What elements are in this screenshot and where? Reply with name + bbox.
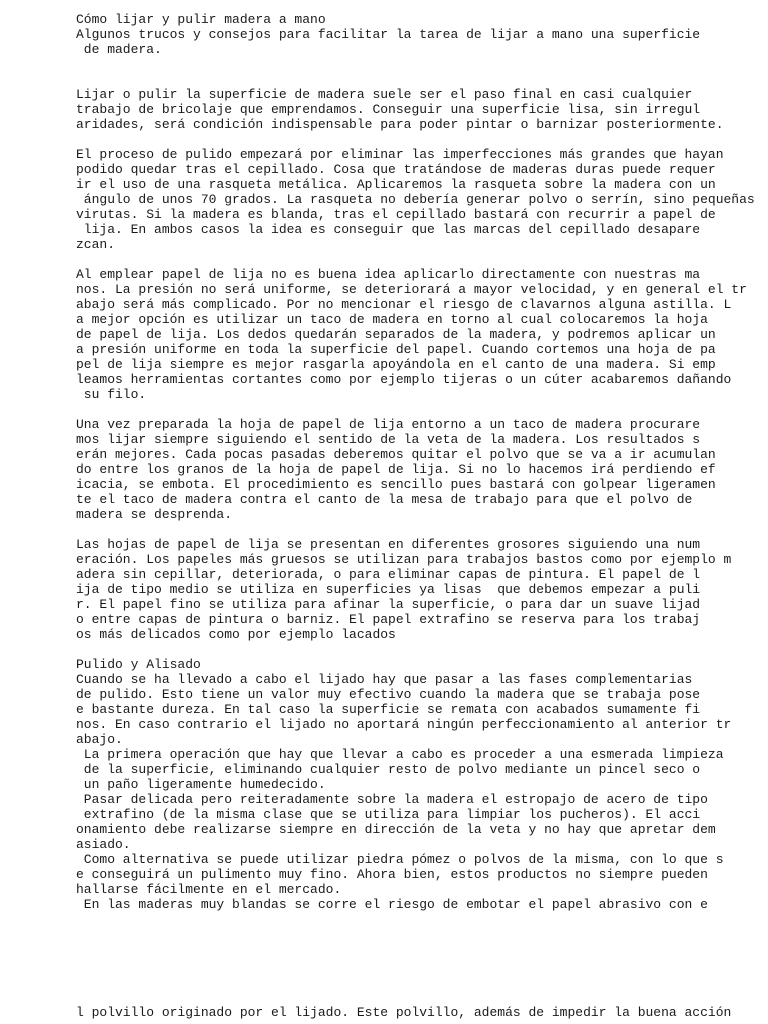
bottom-text-line: l polvillo originado por el lijado. Este polvillo, además de impedir la buena acción — [76, 1005, 732, 1020]
subtitle-line: Algunos trucos y consejos para facilitar la tarea de lijar a mano una superficie — [76, 27, 701, 42]
paragraph-line: onamiento debe realizarse siempre en dirección de la veta y no hay que apretar dem — [76, 822, 716, 837]
paragraph-line: En las maderas muy blandas se corre el riesgo de embotar el papel abrasivo con e — [76, 897, 708, 912]
paragraph-line: hallarse fácilmente en el mercado. — [76, 882, 342, 897]
paragraph-p3 — [76, 267, 747, 402]
paragraph-line: Pulido y Alisado — [76, 657, 201, 672]
paragraph-p4 — [76, 417, 736, 522]
paragraph-line: a presión uniforme en toda la superficie del papel. Cuando cortemos una hoja de pa — [76, 342, 716, 357]
paragraph-line: madera se desprenda. — [76, 507, 233, 522]
paragraph-line: un paño ligeramente humedecido. — [76, 777, 326, 792]
paragraph-line: Cuando se ha llevado a cabo el lijado hay que pasar a las fases complementarias — [76, 672, 693, 687]
paragraph-line: e bastante dureza. En tal caso la superficie se remata con acabados sumamente fi — [76, 702, 701, 717]
paragraph-line: Pasar delicada pero reiteradamente sobre la madera el estropajo de acero de tipo — [76, 792, 708, 807]
subtitle-line: de madera. — [76, 42, 162, 57]
paragraph-line: os más delicados como por ejemplo lacados — [76, 627, 396, 642]
paragraph-line: te el taco de madera contra el canto de la mesa de trabajo para que el polvo de — [76, 492, 693, 507]
paragraph-line: extrafino (de la misma clase que se utiliza para limpiar los pucheros). El acci — [76, 807, 701, 822]
paragraph-line: aridades, será condición indispensable para poder pintar o barnizar posteriormente. — [76, 117, 724, 132]
paragraph-line: La primera operación que hay que llevar a cabo es proceder a una esmerada limpieza — [76, 747, 724, 762]
paragraph-line: nos. La presión no será uniforme, se deteriorará a mayor velocidad, y en general el tr — [76, 282, 747, 297]
paragraph-line: erán mejores. Cada pocas pasadas deberemos quitar el polvo que se va a ir acumulan — [76, 447, 716, 462]
document-title: Cómo lijar y pulir madera a mano — [76, 12, 326, 27]
subtitle — [76, 27, 736, 57]
paragraph-line: de la superficie, eliminando cualquier resto de polvo mediante un pincel seco o — [76, 762, 701, 777]
paragraph-line: Como alternativa se puede utilizar piedra pómez o polvos de la misma, con lo que s — [76, 852, 724, 867]
paragraph-line: virutas. Si la madera es blanda, tras el cepillado bastará con recurrir a papel de — [76, 207, 716, 222]
paragraph-line: abajo será más complicado. Por no mencionar el riesgo de clavarnos alguna astilla. L — [76, 297, 732, 312]
paragraph-line: zcan. — [76, 237, 116, 252]
paragraph-line: a mejor opción es utilizar un taco de madera en torno al cual colocaremos la hoja — [76, 312, 708, 327]
paragraph-p1 — [76, 87, 736, 132]
paragraph-line: e conseguirá un pulimento muy fino. Ahora bien, estos productos no siempre pueden — [76, 867, 708, 882]
paragraph-gap — [76, 642, 736, 657]
paragraph-line: trabajo de bricolaje que emprendamos. Conseguir una superficie lisa, sin irregul — [76, 102, 701, 117]
paragraph-line: Una vez preparada la hoja de papel de lija entorno a un taco de madera procurare — [76, 417, 701, 432]
paragraph-line: Al emplear papel de lija no es buena idea aplicarlo directamente con nuestras ma — [76, 267, 701, 282]
paragraph-p6 — [76, 657, 736, 912]
paragraph-line: El proceso de pulido empezará por eliminar las imperfecciones más grandes que hayan — [76, 147, 724, 162]
paragraph-p2 — [76, 147, 755, 252]
paragraph-line: ángulo de unos 70 grados. La rasqueta no debería generar polvo o serrín, sino pequeñas — [76, 192, 755, 207]
paragraph-line: o entre capas de pintura o barniz. El papel extrafino se reserva para los trabaj — [76, 612, 701, 627]
document-page — [76, 12, 755, 912]
paragraph-line: de pulido. Esto tiene un valor muy efectivo cuando la madera que se trabaja pose — [76, 687, 701, 702]
paragraph-line: podido quedar tras el cepillado. Cosa que tratándose de maderas duras puede requer — [76, 162, 716, 177]
paragraph-line: r. El papel fino se utiliza para afinar la superficie, o para dar un suave lijad — [76, 597, 701, 612]
paragraph-line: abajo. — [76, 732, 123, 747]
paragraph-gap — [76, 252, 736, 267]
paragraph-gap — [76, 402, 736, 417]
paragraph-line: ija de tipo medio se utiliza en superficies ya lisas que debemos empezar a puli — [76, 582, 701, 597]
paragraph-gap — [76, 522, 736, 537]
paragraph-line: nos. En caso contrario el lijado no aportará ningún perfeccionamiento al anterior tr — [76, 717, 732, 732]
paragraph-p5 — [76, 537, 736, 642]
paragraph-line: ir el uso de una rasqueta metálica. Aplicaremos la rasqueta sobre la madera con un — [76, 177, 716, 192]
paragraph-line: pel de lija siempre es mejor rasgarla apoyándola en el canto de una madera. Si emp — [76, 357, 716, 372]
paragraph-line: eración. Los papeles más gruesos se utilizan para trabajos bastos como por ejemplo m — [76, 552, 732, 567]
paragraph-line: Las hojas de papel de lija se presentan en diferentes grosores siguiendo una num — [76, 537, 701, 552]
paragraph-line: de papel de lija. Los dedos quedarán separados de la madera, y podremos aplicar un — [76, 327, 716, 342]
paragraph-line: adera sin cepillar, deteriorada, o para eliminar capas de pintura. El papel de l — [76, 567, 701, 582]
paragraph-line: lija. En ambos casos la idea es conseguir que las marcas del cepillado desapare — [76, 222, 701, 237]
paragraph-line: asiado. — [76, 837, 131, 852]
paragraph-line: do entre los granos de la hoja de papel de lija. Si no lo hacemos irá perdiendo ef — [76, 462, 716, 477]
paragraph-line: icacia, se embota. El procedimiento es sencillo pues bastará con golpear ligeramen — [76, 477, 716, 492]
paragraph-gap — [76, 72, 736, 87]
paragraph-gap — [76, 57, 736, 72]
paragraph-line: su filo. — [76, 387, 147, 402]
paragraph-gap — [76, 132, 736, 147]
paragraph-line: Lijar o pulir la superficie de madera suele ser el paso final en casi cualquier — [76, 87, 693, 102]
paragraph-line: leamos herramientas cortantes como por ejemplo tijeras o un cúter acabaremos dañando — [76, 372, 732, 387]
paragraph-line: mos lijar siempre siguiendo el sentido de la veta de la madera. Los resultados s — [76, 432, 701, 447]
